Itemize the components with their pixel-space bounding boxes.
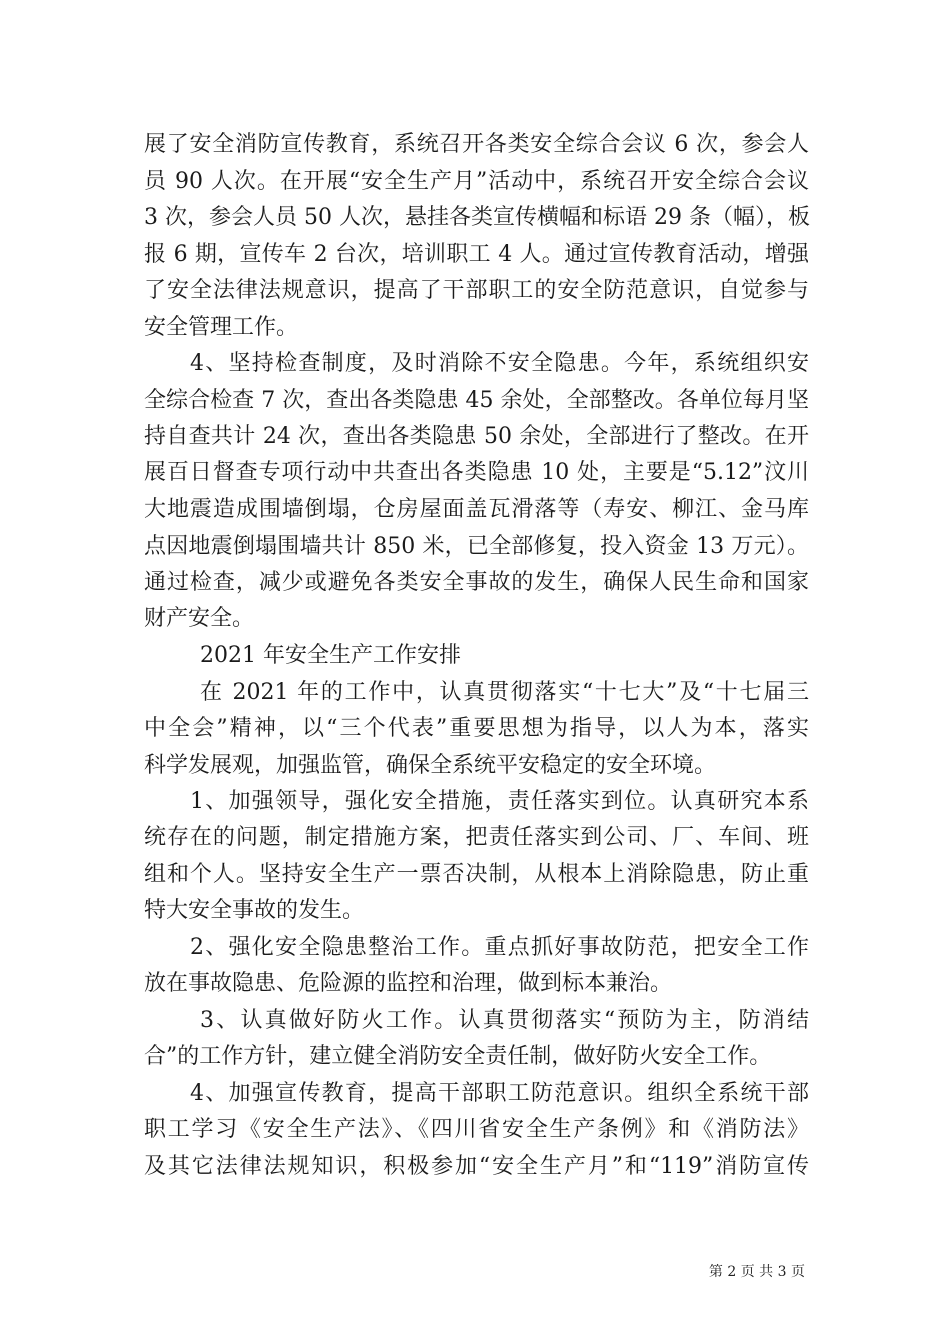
text-line: 及其它法律法规知识，积极参加“安全生产月”和“119”消防宣传 bbox=[144, 1154, 809, 1179]
text-line: 持自查共计 24 次，查出各类隐患 50 余处，全部进行了整改。在开 bbox=[144, 424, 809, 449]
text-line: 4、坚持检查制度，及时消除不安全隐患。今年，系统组织安 bbox=[190, 351, 809, 376]
text-line: 财产安全。 bbox=[144, 606, 255, 631]
text-line: 4、加强宣传教育，提高干部职工防范意识。组织全系统干部 bbox=[190, 1081, 809, 1106]
text-line: 了安全法律法规意识，提高了干部职工的安全防范意识，自觉参与 bbox=[144, 278, 809, 303]
text-line: 放在事故隐患、危险源的监控和治理，做到标本兼治。 bbox=[144, 971, 673, 996]
text-line: 合”的工作方针，建立健全消防安全责任制，做好防火安全工作。 bbox=[144, 1044, 772, 1069]
text-line: 展了安全消防宣传教育，系统召开各类安全综合会议 6 次，参会人 bbox=[144, 132, 809, 157]
text-line: 特大安全事故的发生。 bbox=[144, 898, 365, 923]
text-line: 安全管理工作。 bbox=[144, 315, 299, 340]
text-line: 2、强化安全隐患整治工作。重点抓好事故防范，把安全工作 bbox=[190, 935, 809, 960]
text-line: 科学发展观，加强监管，确保全系统平安稳定的安全环境。 bbox=[144, 753, 717, 778]
text-line: 大地震造成围墙倒塌，仓房屋面盖瓦滑落等（寿安、柳江、金马库 bbox=[144, 497, 809, 522]
text-line: 职工学习《安全生产法》、《四川省安全生产条例》和《消防法》 bbox=[144, 1117, 809, 1142]
text-line: 组和个人。坚持安全生产一票否决制，从根本上消除隐患，防止重 bbox=[144, 862, 809, 887]
section-heading: 2021 年安全生产工作安排 bbox=[200, 643, 461, 668]
text-line: 员 90 人次。在开展“安全生产月”活动中，系统召开安全综合会议 bbox=[144, 169, 809, 194]
text-line: 统存在的问题，制定措施方案，把责任落实到公司、厂、车间、班 bbox=[144, 825, 809, 850]
text-line: 3 次，参会人员 50 人次，悬挂各类宣传横幅和标语 29 条（幅），板 bbox=[144, 205, 810, 230]
text-line: 展百日督查专项行动中共查出各类隐患 10 处，主要是“5.12”汶川 bbox=[144, 460, 809, 485]
text-line: 通过检查，减少或避免各类安全事故的发生，确保人民生命和国家 bbox=[144, 570, 809, 595]
text-line: 全综合检查 7 次，查出各类隐患 45 余处，全部整改。各单位每月坚 bbox=[144, 388, 809, 413]
text-line: 3、认真做好防火工作。认真贯彻落实“预防为主，防消结 bbox=[200, 1008, 809, 1033]
text-line: 1、加强领导，强化安全措施，责任落实到位。认真研究本系 bbox=[190, 789, 809, 814]
text-line: 点因地震倒塌围墙共计 850 米，已全部修复，投入资金 13 万元）。 bbox=[144, 534, 809, 559]
text-line: 中全会”精神，以“三个代表”重要思想为指导，以人为本，落实 bbox=[144, 716, 809, 741]
page-number-footer: 第 2 页 共 3 页 bbox=[708, 1264, 805, 1280]
text-line: 报 6 期，宣传车 2 台次，培训职工 4 人。通过宣传教育活动，增强 bbox=[144, 242, 809, 267]
text-line: 在 2021 年的工作中，认真贯彻落实“十七大”及“十七届三 bbox=[200, 680, 809, 705]
